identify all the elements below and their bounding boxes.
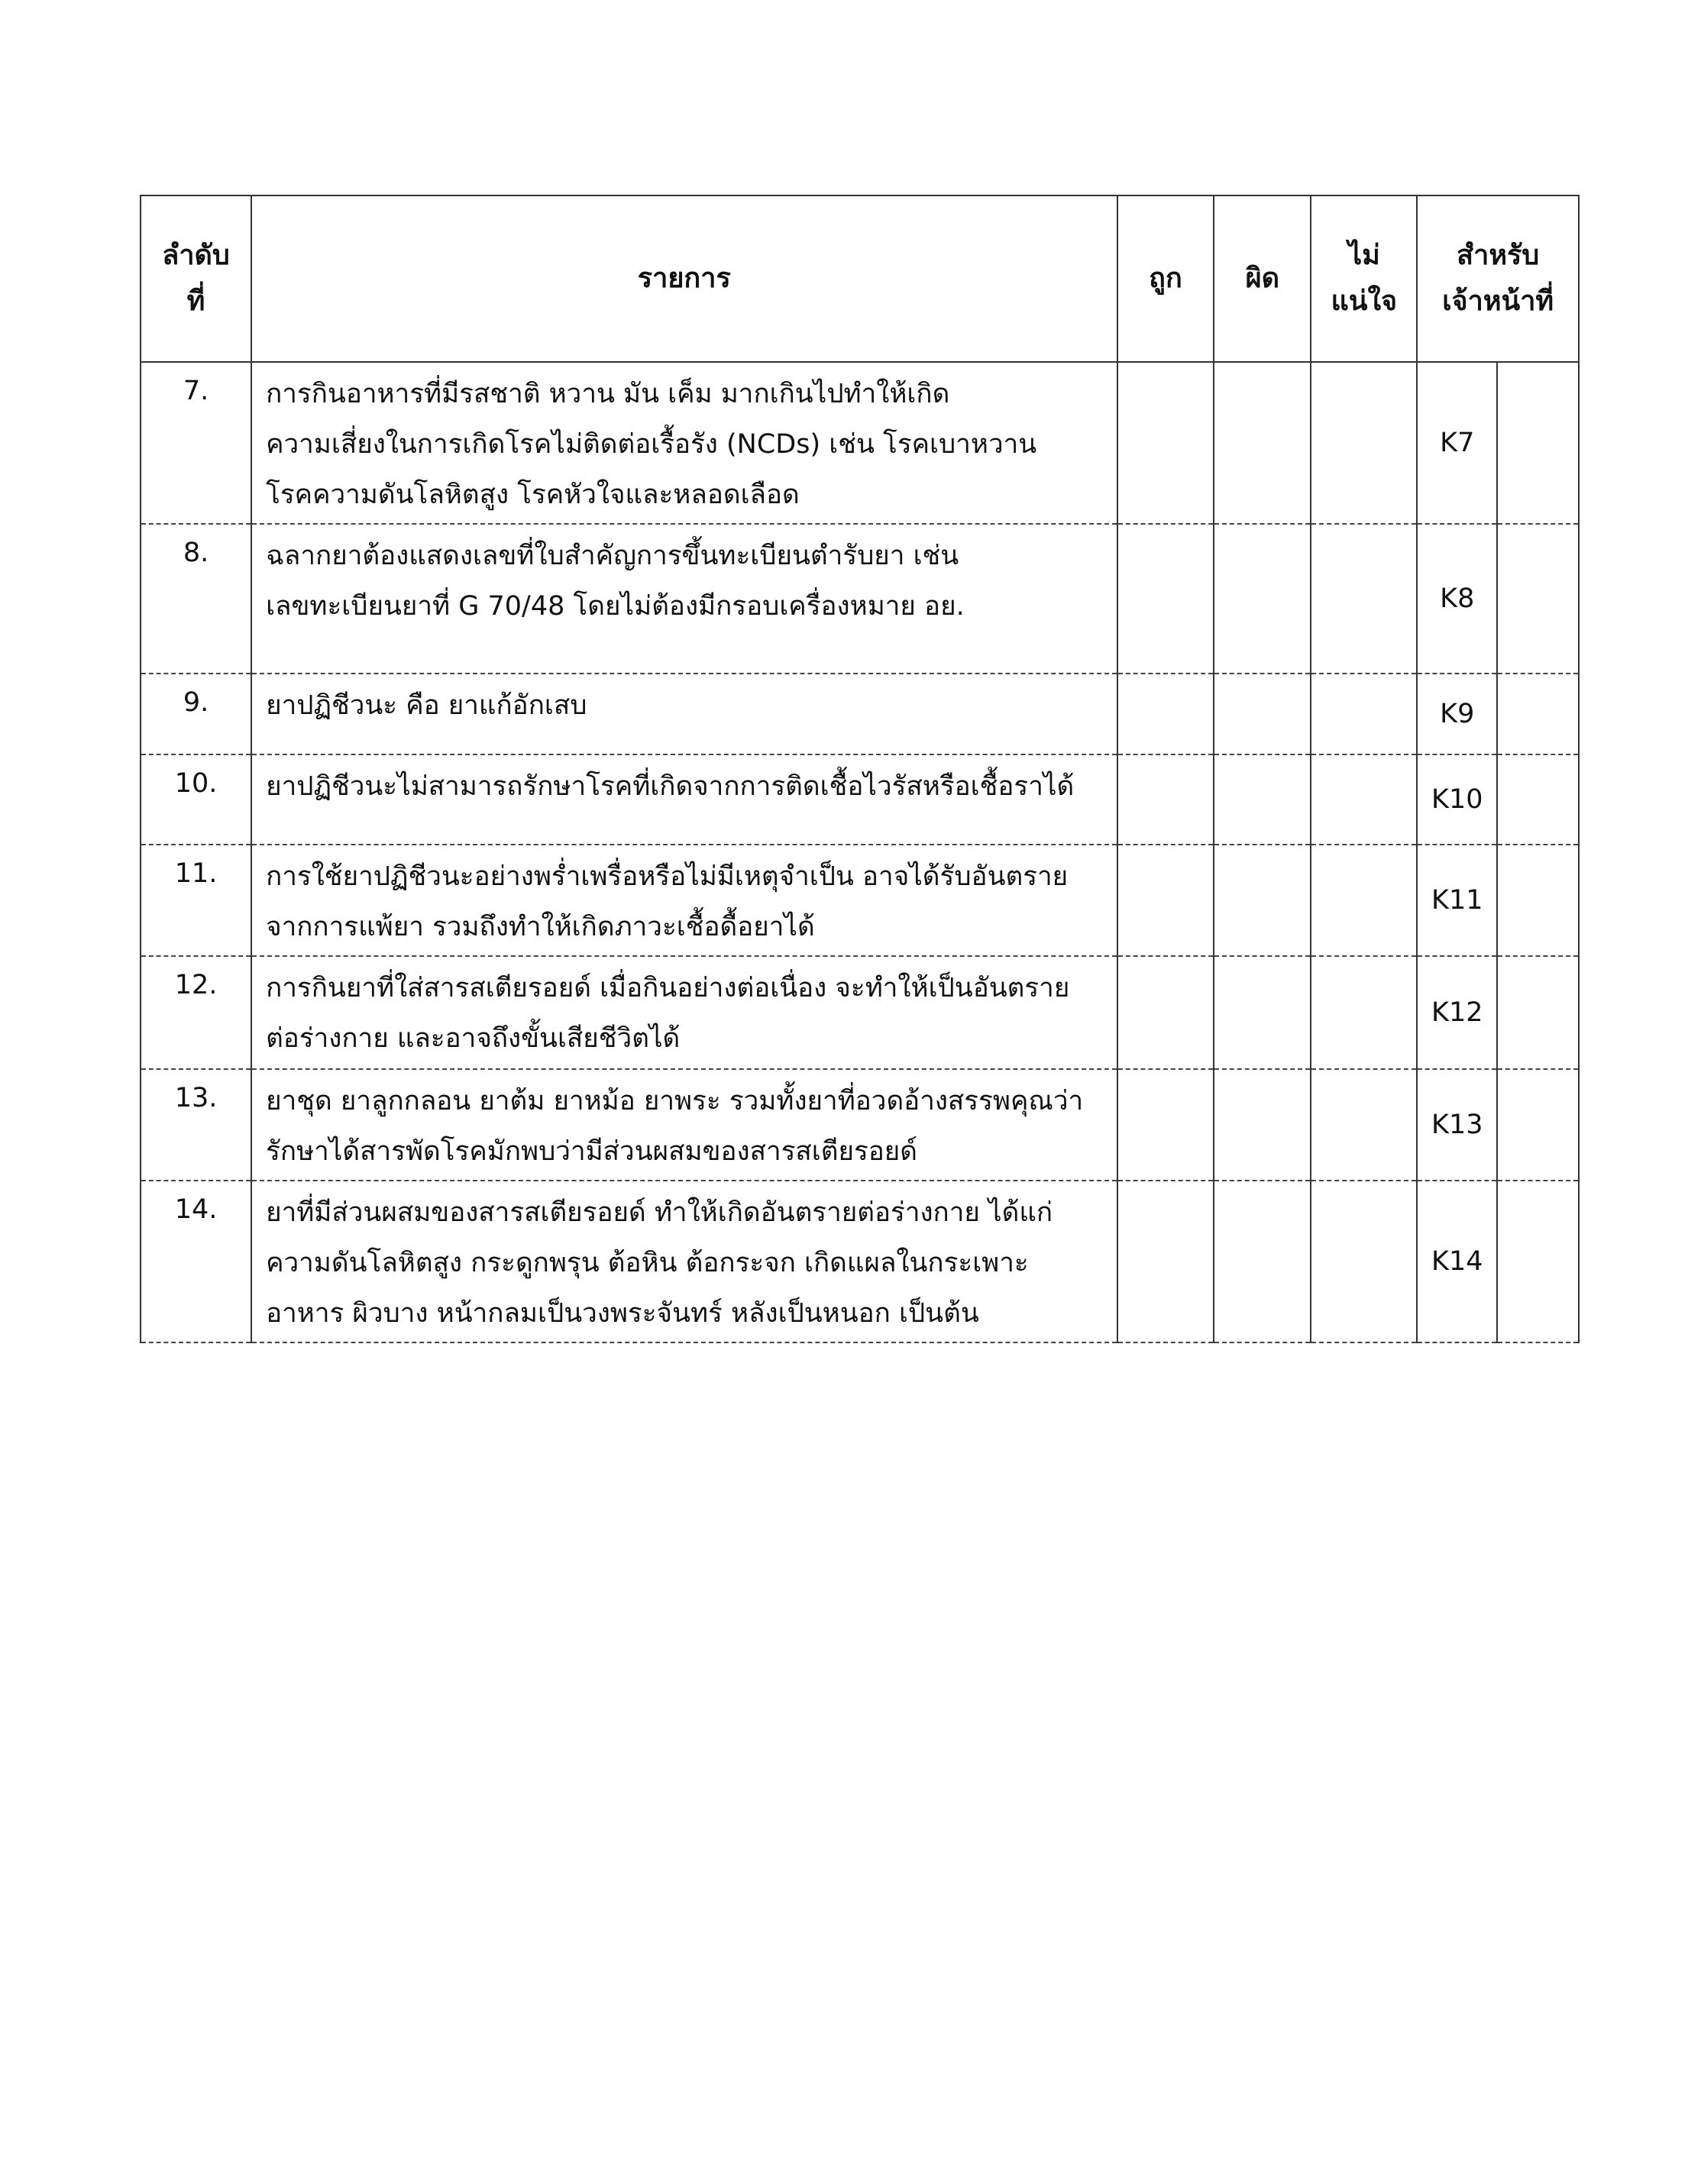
table-header: [141, 195, 1579, 362]
answer-false-cell[interactable]: [1214, 1069, 1311, 1181]
statement-line: เลขทะเบียนยาที่ G 70/48 โดยไม่ต้องมีกรอบเครื่องหมาย อย.: [266, 591, 965, 622]
header-staff-line1: สำหรับ: [1457, 240, 1540, 271]
row-statement: [251, 754, 1117, 845]
answer-false-cell[interactable]: [1214, 362, 1311, 524]
staff-score-cell[interactable]: [1497, 524, 1579, 674]
row-number: 11.: [141, 845, 251, 956]
answer-unsure-cell[interactable]: [1311, 674, 1417, 754]
row-statement: [251, 1181, 1117, 1342]
statement-line: ความดันโลหิตสูง กระดูกพรุน ต้อหิน ต้อกระจก เกิดแผลในกระเพาะ: [266, 1248, 1029, 1278]
answer-false-cell[interactable]: [1214, 845, 1311, 956]
staff-code: K7: [1417, 362, 1497, 524]
row-statement: [251, 956, 1117, 1069]
table-row: [141, 956, 1579, 1069]
answer-false-cell[interactable]: [1214, 754, 1311, 845]
staff-score-cell[interactable]: [1497, 362, 1579, 524]
header-row: [141, 195, 1579, 362]
staff-score-cell[interactable]: [1497, 956, 1579, 1069]
row-number: 9.: [141, 674, 251, 754]
staff-code: K11: [1417, 845, 1497, 956]
header-staff-line2: เจ้าหน้าที่: [1442, 286, 1554, 317]
table-row: [141, 674, 1579, 754]
table-row: [141, 362, 1579, 524]
header-true: ถูก: [1117, 195, 1214, 362]
statement-line: รักษาได้สารพัดโรคมักพบว่ามีส่วนผสมของสารสเตียรอยด์: [266, 1136, 918, 1167]
table-body: [141, 362, 1579, 1342]
staff-score-cell[interactable]: [1497, 1181, 1579, 1342]
row-number: 13.: [141, 1069, 251, 1181]
statement-line: จากการแพ้ยา รวมถึงทำให้เกิดภาวะเชื้อดื้อยาได้: [266, 912, 815, 942]
row-number: 8.: [141, 524, 251, 674]
answer-true-cell[interactable]: [1117, 845, 1214, 956]
answer-unsure-cell[interactable]: [1311, 362, 1417, 524]
answer-true-cell[interactable]: [1117, 524, 1214, 674]
header-staff: [1417, 195, 1579, 362]
staff-score-cell[interactable]: [1497, 674, 1579, 754]
answer-unsure-cell[interactable]: [1311, 754, 1417, 845]
answer-true-cell[interactable]: [1117, 754, 1214, 845]
table-row: [141, 754, 1579, 845]
answer-true-cell[interactable]: [1117, 956, 1214, 1069]
staff-code: K13: [1417, 1069, 1497, 1181]
answer-unsure-cell[interactable]: [1311, 845, 1417, 956]
staff-score-cell[interactable]: [1497, 1069, 1579, 1181]
table-row: [141, 524, 1579, 674]
header-number-line1: ลำดับ: [162, 240, 230, 271]
staff-score-cell[interactable]: [1497, 845, 1579, 956]
table-row: [141, 845, 1579, 956]
row-number: 10.: [141, 754, 251, 845]
header-false: ผิด: [1214, 195, 1311, 362]
row-statement: [251, 1069, 1117, 1181]
header-item: รายการ: [251, 195, 1117, 362]
header-unsure: [1311, 195, 1417, 362]
header-unsure-line1: ไม่: [1347, 240, 1380, 271]
statement-line: การใช้ยาปฏิชีวนะอย่างพร่ำเพรื่อหรือไม่มีเหตุจำเป็น อาจได้รับอันตราย: [266, 861, 1069, 892]
row-statement: [251, 845, 1117, 956]
staff-code: K12: [1417, 956, 1497, 1069]
answer-false-cell[interactable]: [1214, 956, 1311, 1069]
row-statement: [251, 674, 1117, 754]
answer-false-cell[interactable]: [1214, 524, 1311, 674]
row-number: 12.: [141, 956, 251, 1069]
table-row: [141, 1069, 1579, 1181]
staff-code: K10: [1417, 754, 1497, 845]
statement-line: ต่อร่างกาย และอาจถึงขั้นเสียชีวิตได้: [266, 1023, 681, 1054]
statement-line: ยาปฏิชีวนะ คือ ยาแก้อักเสบ: [266, 690, 587, 721]
row-statement: [251, 524, 1117, 674]
row-number: 7.: [141, 362, 251, 524]
header-unsure-line2: แน่ใจ: [1331, 286, 1398, 317]
statement-line: ยาชุด ยาลูกกลอน ยาต้ม ยาหม้อ ยาพระ รวมทั้งยาที่อวดอ้างสรรพคุณว่า: [266, 1086, 1084, 1116]
answer-unsure-cell[interactable]: [1311, 1069, 1417, 1181]
answer-true-cell[interactable]: [1117, 1069, 1214, 1181]
statement-line: ยาที่มีส่วนผสมของสารสเตียรอยด์ ทำให้เกิดอันตรายต่อร่างกาย ได้แก่: [266, 1197, 1053, 1228]
questionnaire-table: [140, 195, 1580, 1343]
staff-code: K8: [1417, 524, 1497, 674]
statement-line: ยาปฏิชีวนะไม่สามารถรักษาโรคที่เกิดจากการติดเชื้อไวรัสหรือเชื้อราได้: [266, 771, 1075, 802]
header-number: [141, 195, 251, 362]
header-number-line2: ที่: [186, 286, 205, 317]
statement-line: การกินอาหารที่มีรสชาติ หวาน มัน เค็ม มากเกินไปทำให้เกิด: [266, 379, 950, 409]
staff-code: K9: [1417, 674, 1497, 754]
answer-unsure-cell[interactable]: [1311, 524, 1417, 674]
answer-false-cell[interactable]: [1214, 1181, 1311, 1342]
statement-line: ความเสี่ยงในการเกิดโรคไม่ติดต่อเรื้อรัง (NCDs) เช่น โรคเบาหวาน: [266, 429, 1037, 460]
staff-score-cell[interactable]: [1497, 754, 1579, 845]
answer-true-cell[interactable]: [1117, 362, 1214, 524]
table-row: [141, 1181, 1579, 1342]
answer-true-cell[interactable]: [1117, 1181, 1214, 1342]
statement-line: อาหาร ผิวบาง หน้ากลมเป็นวงพระจันทร์ หลังเป็นหนอก เป็นต้น: [266, 1298, 979, 1329]
row-number: 14.: [141, 1181, 251, 1342]
statement-line: โรคความดันโลหิตสูง โรคหัวใจและหลอดเลือด: [266, 480, 800, 510]
answer-unsure-cell[interactable]: [1311, 956, 1417, 1069]
row-statement: [251, 362, 1117, 524]
statement-line: การกินยาที่ใส่สารสเตียรอยด์ เมื่อกินอย่างต่อเนื่อง จะทำให้เป็นอันตราย: [266, 973, 1070, 1003]
answer-unsure-cell[interactable]: [1311, 1181, 1417, 1342]
answer-false-cell[interactable]: [1214, 674, 1311, 754]
statement-line: ฉลากยาต้องแสดงเลขที่ใบสำคัญการขึ้นทะเบียนตำรับยา เช่น: [266, 541, 959, 571]
staff-code: K14: [1417, 1181, 1497, 1342]
answer-true-cell[interactable]: [1117, 674, 1214, 754]
